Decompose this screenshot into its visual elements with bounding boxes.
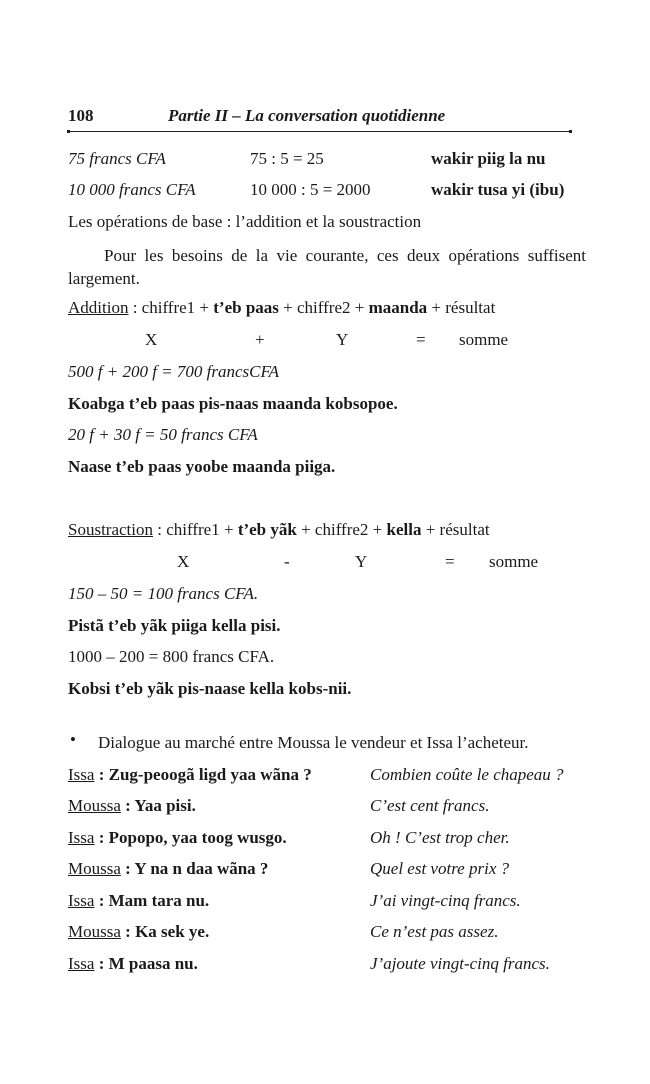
dialogue-line-2: [68, 796, 196, 816]
moore-utterance: : Mam tara nu.: [94, 891, 210, 910]
moore-utterance: : Popopo, yaa toog wusgo.: [94, 828, 287, 847]
moore-utterance: : Y na n daa wãna ?: [120, 859, 269, 878]
subtraction-equals-word: kella: [386, 520, 422, 539]
moore-utterance: : Zug-peoogã ligd yaa wãna ?: [94, 765, 312, 784]
speaker-name: Moussa: [68, 922, 121, 941]
addition-result: somme: [459, 330, 509, 349]
french-translation: Quel est votre prix ?: [370, 859, 510, 878]
french-translation: Combien coûte le chapeau ?: [370, 765, 564, 784]
intro-paragraph-text: Pour les besoins de la vie courante, ces deux opérations suffisent largement.: [68, 246, 586, 288]
subtraction-formula-part: : chiffre1 +: [153, 520, 238, 539]
addition-operator-word: t’eb paas: [213, 298, 279, 317]
dialogue-line-5: [68, 891, 209, 911]
price-moore-2: wakir tusa yi (ibu): [431, 180, 565, 199]
subtraction-example-2: 1000 – 200 = 800 francs CFA.: [68, 647, 275, 666]
addition-formula: [68, 298, 495, 318]
header-rule-end-left: [67, 130, 70, 133]
operations-title: Les opérations de base : l’addition et la soustraction: [68, 212, 422, 231]
subtraction-moore-1: Pistã t’eb yãk piiga kella pisi.: [68, 616, 281, 635]
subtraction-y: Y: [355, 552, 368, 571]
speaker-name: Moussa: [68, 859, 121, 878]
header-rule: [68, 131, 571, 132]
subtraction-minus: -: [284, 552, 290, 571]
header-rule-end-right: [569, 130, 572, 133]
addition-formula-part: : chiffre1 +: [128, 298, 214, 317]
speaker-name: Issa: [68, 828, 95, 847]
subtraction-moore-2: Kobsi t’eb yãk pis-naase kella kobs-nii.: [68, 679, 352, 698]
subtraction-formula-part: + résultat: [421, 520, 490, 539]
subtraction-equals: =: [445, 552, 455, 571]
price-moore-1: wakir piig la nu: [431, 149, 546, 168]
french-translation: Oh ! C’est trop cher.: [370, 828, 510, 847]
subtraction-formula-part: + chiffre2 +: [296, 520, 387, 539]
price-label-2: 10 000 francs CFA: [68, 180, 196, 199]
dialogue-line-7: [68, 954, 198, 974]
addition-equals-word: maanda: [368, 298, 428, 317]
dialogue-line-6: [68, 922, 209, 942]
addition-heading: Addition: [68, 298, 129, 317]
moore-utterance: : Ka sek ye.: [120, 922, 210, 941]
dialogue-intro: Dialogue au marché entre Moussa le vendeur et Issa l’acheteur.: [98, 733, 529, 752]
french-translation: J’ai vingt-cinq francs.: [370, 891, 521, 910]
price-calc-1: 75 : 5 = 25: [250, 149, 324, 168]
addition-moore-2: Naase t’eb paas yoobe maanda piiga.: [68, 457, 336, 476]
subtraction-x: X: [177, 552, 190, 571]
addition-plus: +: [255, 330, 265, 349]
addition-y: Y: [336, 330, 349, 349]
addition-formula-part: + chiffre2 +: [278, 298, 369, 317]
subtraction-result: somme: [489, 552, 539, 571]
addition-moore-1: Koabga t’eb paas pis-naas maanda kobsopoe.: [68, 394, 398, 413]
moore-utterance: : Yaa pisi.: [120, 796, 196, 815]
speaker-name: Issa: [68, 891, 95, 910]
addition-example-2: 20 f + 30 f = 50 francs CFA: [68, 425, 258, 444]
bullet-icon: •: [70, 730, 76, 749]
addition-example-1: 500 f + 200 f = 700 francsCFA: [68, 362, 280, 381]
page-number: 108: [68, 106, 94, 125]
dialogue-line-1: [68, 765, 312, 785]
subtraction-operator-word: t’eb yãk: [237, 520, 297, 539]
speaker-name: Moussa: [68, 796, 121, 815]
speaker-name: Issa: [68, 765, 95, 784]
subtraction-heading: Soustraction: [68, 520, 153, 539]
addition-x: X: [145, 330, 158, 349]
addition-equals: =: [416, 330, 426, 349]
price-calc-2: 10 000 : 5 = 2000: [250, 180, 371, 199]
moore-utterance: : M paasa nu.: [94, 954, 198, 973]
french-translation: C’est cent francs.: [370, 796, 490, 815]
dialogue-line-3: [68, 828, 287, 848]
intro-paragraph: [68, 244, 586, 290]
french-translation: Ce n’est pas assez.: [370, 922, 499, 941]
french-translation: J’ajoute vingt-cinq francs.: [370, 954, 550, 973]
price-label-1: 75 francs CFA: [68, 149, 166, 168]
subtraction-formula: [68, 520, 490, 540]
addition-formula-part: + résultat: [427, 298, 496, 317]
speaker-name: Issa: [68, 954, 95, 973]
dialogue-line-4: [68, 859, 268, 879]
subtraction-example-1: 150 – 50 = 100 francs CFA.: [68, 584, 259, 603]
running-title: Partie II – La conversation quotidienne: [168, 106, 446, 125]
